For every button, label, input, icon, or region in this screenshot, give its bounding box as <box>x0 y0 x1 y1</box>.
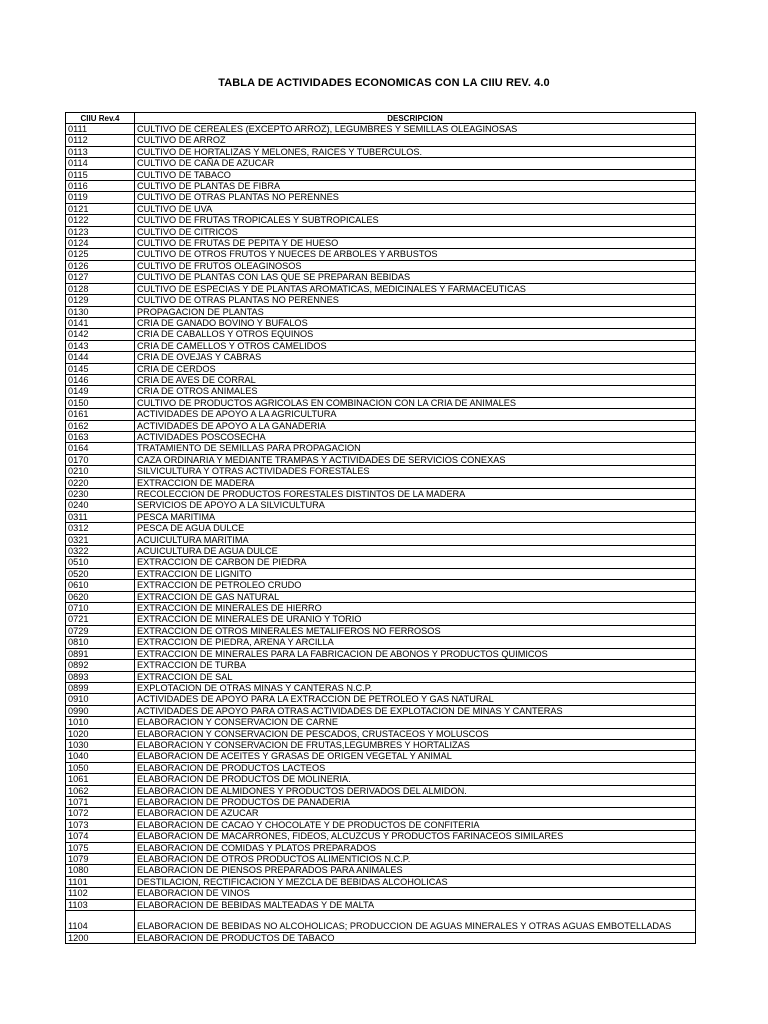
table-row <box>66 420 696 431</box>
ciiu-code-cell: 0124 <box>66 238 135 249</box>
ciiu-code-cell: 1103 <box>66 899 135 910</box>
ciiu-code-cell: 0115 <box>66 169 135 180</box>
description-cell: TRATAMIENTO DE SEMILLAS PARA PROPAGACION <box>135 443 696 454</box>
description-cell: EXTRACCION DE MINERALES PARA LA FABRICACION DE ABONOS Y PRODUCTOS QUIMICOS <box>135 648 696 659</box>
table-row <box>66 660 696 671</box>
description-cell: EXTRACCION DE PETROLEO CRUDO <box>135 580 696 591</box>
ciiu-code-cell: 1072 <box>66 808 135 819</box>
description-cell: ACTIVIDADES DE APOYO A LA GANADERIA <box>135 420 696 431</box>
table-row <box>66 637 696 648</box>
ciiu-code-cell: 0122 <box>66 215 135 226</box>
description-cell: ACTIVIDADES DE APOYO PARA LA EXTRACCION DE PETROLEO Y GAS NATURAL <box>135 694 696 705</box>
ciiu-code-cell: 0150 <box>66 397 135 408</box>
description-cell: RECOLECCION DE PRODUCTOS FORESTALES DISTINTOS DE LA MADERA <box>135 489 696 500</box>
description-cell: ELABORACION DE PRODUCTOS DE TABACO <box>135 932 696 943</box>
description-cell: DESTILACION, RECTIFICACION Y MEZCLA DE BEBIDAS ALCOHOLICAS <box>135 876 696 887</box>
description-cell: ACTIVIDADES POSCOSECHA <box>135 431 696 442</box>
description-cell: ELABORACION DE COMIDAS Y PLATOS PREPARADOS <box>135 842 696 853</box>
ciiu-code-cell: 1050 <box>66 762 135 773</box>
description-cell: ELABORACION DE BEBIDAS NO ALCOHOLICAS; PRODUCCION DE AGUAS MINERALES Y OTRAS AGUAS EMBOTELLADAS <box>135 911 696 933</box>
table-row <box>66 317 696 328</box>
table-row <box>66 272 696 283</box>
table-row <box>66 762 696 773</box>
ciiu-code-cell: 0130 <box>66 306 135 317</box>
ciiu-code-cell: 1200 <box>66 932 135 943</box>
description-cell: EXTRACCION DE CARBON DE PIEDRA <box>135 557 696 568</box>
document-title: TABLA DE ACTIVIDADES ECONOMICAS CON LA CIIU REV. 4.0 <box>218 77 550 89</box>
ciiu-code-cell: 0899 <box>66 682 135 693</box>
ciiu-code-cell: 0990 <box>66 705 135 716</box>
table-row <box>66 181 696 192</box>
column-header-description: DESCRIPCION <box>135 113 696 124</box>
ciiu-code-cell: 0910 <box>66 694 135 705</box>
ciiu-code-cell: 1062 <box>66 785 135 796</box>
ciiu-code-cell: 1061 <box>66 774 135 785</box>
ciiu-code-cell: 0125 <box>66 249 135 260</box>
description-cell: ELABORACION DE OTROS PRODUCTOS ALIMENTICIOS N.C.P. <box>135 854 696 865</box>
table-row <box>66 169 696 180</box>
table-row <box>66 648 696 659</box>
description-cell: SILVICULTURA Y OTRAS ACTIVIDADES FORESTALES <box>135 466 696 477</box>
ciiu-code-cell: 1030 <box>66 739 135 750</box>
table-row <box>66 603 696 614</box>
table-row <box>66 568 696 579</box>
description-cell: EXTRACCION DE MINERALES DE HIERRO <box>135 603 696 614</box>
ciiu-code-cell: 0141 <box>66 317 135 328</box>
ciiu-code-cell: 0143 <box>66 340 135 351</box>
table-row <box>66 523 696 534</box>
description-cell: EXTRACCION DE SAL <box>135 671 696 682</box>
ciiu-code-cell: 0144 <box>66 352 135 363</box>
description-cell: CRIA DE CABALLOS Y OTROS EQUINOS <box>135 329 696 340</box>
ciiu-code-cell: 0321 <box>66 534 135 545</box>
description-cell: CULTIVO DE HORTALIZAS Y MELONES, RAICES Y TUBERCULOS. <box>135 146 696 157</box>
table-row <box>66 363 696 374</box>
description-cell: ELABORACION DE CACAO Y CHOCOLATE Y DE PRODUCTOS DE CONFITERIA <box>135 819 696 830</box>
description-cell: ELABORACION DE ALMIDONES Y PRODUCTOS DERIVADOS DEL ALMIDON. <box>135 785 696 796</box>
ciiu-code-cell: 0121 <box>66 203 135 214</box>
description-cell: CULTIVO DE ARROZ <box>135 135 696 146</box>
ciiu-code-cell: 1071 <box>66 796 135 807</box>
ciiu-code-cell: 0119 <box>66 192 135 203</box>
ciiu-code-cell: 0127 <box>66 272 135 283</box>
description-cell: ELABORACION DE PRODUCTOS DE MOLINERIA. <box>135 774 696 785</box>
description-cell: ELABORACION DE PRODUCTOS LACTEOS <box>135 762 696 773</box>
ciiu-code-cell: 0220 <box>66 477 135 488</box>
ciiu-code-cell: 0142 <box>66 329 135 340</box>
description-cell: CRIA DE OVEJAS Y CABRAS <box>135 352 696 363</box>
description-cell: CRIA DE GANADO BOVINO Y BUFALOS <box>135 317 696 328</box>
ciiu-code-cell: 0129 <box>66 295 135 306</box>
table-row <box>66 785 696 796</box>
description-cell: EXTRACCION DE PIEDRA, ARENA Y ARCILLA <box>135 637 696 648</box>
ciiu-code-cell: 0893 <box>66 671 135 682</box>
description-cell: CULTIVO DE UVA <box>135 203 696 214</box>
description-cell: ELABORACION DE BEBIDAS MALTEADAS Y DE MALTA <box>135 899 696 910</box>
description-cell: ELABORACION Y CONSERVACION DE FRUTAS,LEGUMBRES Y HORTALIZAS <box>135 739 696 750</box>
description-cell: CRIA DE CAMELLOS Y OTROS CAMELIDOS <box>135 340 696 351</box>
ciiu-code-cell: 1020 <box>66 728 135 739</box>
table-row <box>66 443 696 454</box>
description-cell: CULTIVO DE TABACO <box>135 169 696 180</box>
ciiu-code-cell: 0520 <box>66 568 135 579</box>
ciiu-code-cell: 0128 <box>66 283 135 294</box>
description-cell: CRIA DE CERDOS <box>135 363 696 374</box>
table-row <box>66 409 696 420</box>
table-row <box>66 899 696 910</box>
table-row <box>66 158 696 169</box>
table-row <box>66 774 696 785</box>
table-row <box>66 397 696 408</box>
ciiu-code-cell: 0116 <box>66 181 135 192</box>
description-cell: CRIA DE OTROS ANIMALES <box>135 386 696 397</box>
ciiu-code-cell: 0810 <box>66 637 135 648</box>
description-cell: CULTIVO DE CAÑA DE AZUCAR <box>135 158 696 169</box>
ciiu-code-cell: 0311 <box>66 511 135 522</box>
description-cell: CULTIVO DE PLANTAS DE FIBRA <box>135 181 696 192</box>
ciiu-code-cell: 0146 <box>66 374 135 385</box>
ciiu-code-cell: 0163 <box>66 431 135 442</box>
activities-table <box>65 112 696 944</box>
description-cell: EXPLOTACION DE OTRAS MINAS Y CANTERAS N.C.P. <box>135 682 696 693</box>
description-cell: SERVICIOS DE APOYO A LA SILVICULTURA <box>135 500 696 511</box>
table-row <box>66 386 696 397</box>
table-row <box>66 831 696 842</box>
ciiu-code-cell: 0510 <box>66 557 135 568</box>
description-cell: ACTIVIDADES DE APOYO A LA AGRICULTURA <box>135 409 696 420</box>
table-row <box>66 477 696 488</box>
table-row <box>66 842 696 853</box>
ciiu-code-cell: 0126 <box>66 260 135 271</box>
ciiu-code-cell: 0620 <box>66 591 135 602</box>
description-cell: ELABORACION DE VINOS <box>135 888 696 899</box>
ciiu-code-cell: 1074 <box>66 831 135 842</box>
table-row <box>66 694 696 705</box>
description-cell: CULTIVO DE OTRAS PLANTAS NO PERENNES <box>135 295 696 306</box>
ciiu-code-cell: 1040 <box>66 751 135 762</box>
ciiu-code-cell: 0123 <box>66 226 135 237</box>
table-row <box>66 238 696 249</box>
description-cell: EXTRACCION DE OTROS MINERALES METALIFEROS NO FERROSOS <box>135 625 696 636</box>
table-row <box>66 135 696 146</box>
ciiu-code-cell: 1102 <box>66 888 135 899</box>
ciiu-code-cell: 0230 <box>66 489 135 500</box>
table-row <box>66 876 696 887</box>
description-cell: CULTIVO DE PRODUCTOS AGRICOLAS EN COMBINACION CON LA CRIA DE ANIMALES <box>135 397 696 408</box>
table-row <box>66 260 696 271</box>
table-row <box>66 431 696 442</box>
description-cell: ACUICULTURA MARITIMA <box>135 534 696 545</box>
table-row <box>66 865 696 876</box>
table-row <box>66 717 696 728</box>
ciiu-code-cell: 0114 <box>66 158 135 169</box>
ciiu-code-cell: 0145 <box>66 363 135 374</box>
table-body <box>66 124 696 944</box>
table-row <box>66 352 696 363</box>
description-cell: ELABORACION Y CONSERVACION DE PESCADOS, CRUSTACEOS Y MOLUSCOS <box>135 728 696 739</box>
table-row <box>66 466 696 477</box>
ciiu-code-cell: 0610 <box>66 580 135 591</box>
ciiu-code-cell: 0891 <box>66 648 135 659</box>
ciiu-code-cell: 0312 <box>66 523 135 534</box>
description-cell: ACTIVIDADES DE APOYO PARA OTRAS ACTIVIDADES DE EXPLOTACION DE MINAS Y CANTERAS <box>135 705 696 716</box>
description-cell: CULTIVO DE FRUTOS OLEAGINOSOS <box>135 260 696 271</box>
table-row <box>66 374 696 385</box>
table-row <box>66 854 696 865</box>
table-row <box>66 500 696 511</box>
table-row <box>66 546 696 557</box>
description-cell: PESCA MARITIMA <box>135 511 696 522</box>
ciiu-code-cell: 0721 <box>66 614 135 625</box>
description-cell: EXTRACCION DE GAS NATURAL <box>135 591 696 602</box>
table-row <box>66 215 696 226</box>
table-row <box>66 911 696 933</box>
ciiu-code-cell: 0113 <box>66 146 135 157</box>
ciiu-code-cell: 0112 <box>66 135 135 146</box>
table-row <box>66 796 696 807</box>
table-row <box>66 625 696 636</box>
table-row <box>66 489 696 500</box>
table-row <box>66 124 696 135</box>
table-row <box>66 226 696 237</box>
description-cell: ELABORACION DE PRODUCTOS DE PANADERIA <box>135 796 696 807</box>
ciiu-code-cell: 0892 <box>66 660 135 671</box>
table-row <box>66 511 696 522</box>
table-row <box>66 591 696 602</box>
description-cell: ACUICULTURA DE AGUA DULCE <box>135 546 696 557</box>
table-row <box>66 580 696 591</box>
description-cell: CULTIVO DE OTROS FRUTOS Y NUECES DE ARBOLES Y ARBUSTOS <box>135 249 696 260</box>
table-row <box>66 819 696 830</box>
table-row <box>66 340 696 351</box>
table-row <box>66 534 696 545</box>
ciiu-code-cell: 0240 <box>66 500 135 511</box>
description-cell: ELABORACION DE PIENSOS PREPARADOS PARA ANIMALES <box>135 865 696 876</box>
description-cell: EXTRACCION DE MINERALES DE URANIO Y TORIO <box>135 614 696 625</box>
table-row <box>66 932 696 943</box>
description-cell: ELABORACION Y CONSERVACION DE CARNE <box>135 717 696 728</box>
description-cell: ELABORACION DE ACEITES Y GRASAS DE ORIGEN VEGETAL Y ANIMAL <box>135 751 696 762</box>
table-row <box>66 203 696 214</box>
ciiu-code-cell: 0729 <box>66 625 135 636</box>
table-row <box>66 283 696 294</box>
table-row <box>66 557 696 568</box>
description-cell: CULTIVO DE CITRICOS <box>135 226 696 237</box>
table-row <box>66 751 696 762</box>
description-cell: ELABORACION DE AZUCAR <box>135 808 696 819</box>
ciiu-code-cell: 1010 <box>66 717 135 728</box>
ciiu-code-cell: 1104 <box>66 911 135 933</box>
table-row <box>66 728 696 739</box>
table-header-row <box>66 113 696 124</box>
table-row <box>66 614 696 625</box>
description-cell: EXTRACCION DE TURBA <box>135 660 696 671</box>
ciiu-code-cell: 1080 <box>66 865 135 876</box>
ciiu-code-cell: 0149 <box>66 386 135 397</box>
description-cell: PESCA DE AGUA DULCE <box>135 523 696 534</box>
table-row <box>66 888 696 899</box>
ciiu-code-cell: 0170 <box>66 454 135 465</box>
table-row <box>66 454 696 465</box>
table-row <box>66 295 696 306</box>
ciiu-code-cell: 0162 <box>66 420 135 431</box>
description-cell: ELABORACION DE MACARRONES, FIDEOS, ALCUZCUS Y PRODUCTOS FARINACEOS SIMILARES <box>135 831 696 842</box>
table-row <box>66 739 696 750</box>
description-cell: CULTIVO DE FRUTAS DE PEPITA Y DE HUESO <box>135 238 696 249</box>
table-row <box>66 249 696 260</box>
description-cell: CULTIVO DE CEREALES (EXCEPTO ARROZ), LEGUMBRES Y SEMILLAS OLEAGINOSAS <box>135 124 696 135</box>
description-cell: EXTRACCION DE LIGNITO <box>135 568 696 579</box>
description-cell: CULTIVO DE ESPECIAS Y DE PLANTAS AROMATICAS, MEDICINALES Y FARMACEUTICAS <box>135 283 696 294</box>
ciiu-code-cell: 0710 <box>66 603 135 614</box>
column-header-code: CIIU Rev.4 <box>66 113 135 124</box>
description-cell: EXTRACCION DE MADERA <box>135 477 696 488</box>
ciiu-code-cell: 1079 <box>66 854 135 865</box>
table-row <box>66 808 696 819</box>
description-cell: CULTIVO DE PLANTAS CON LAS QUE SE PREPARAN BEBIDAS <box>135 272 696 283</box>
ciiu-code-cell: 0164 <box>66 443 135 454</box>
ciiu-code-cell: 0161 <box>66 409 135 420</box>
table-row <box>66 306 696 317</box>
ciiu-code-cell: 0210 <box>66 466 135 477</box>
description-cell: CULTIVO DE OTRAS PLANTAS NO PERENNES <box>135 192 696 203</box>
table-row <box>66 146 696 157</box>
description-cell: PROPAGACION DE PLANTAS <box>135 306 696 317</box>
table-row <box>66 682 696 693</box>
description-cell: CRIA DE AVES DE CORRAL <box>135 374 696 385</box>
ciiu-code-cell: 1073 <box>66 819 135 830</box>
table-row <box>66 192 696 203</box>
table-row <box>66 671 696 682</box>
table-row <box>66 705 696 716</box>
description-cell: CAZA ORDINARIA Y MEDIANTE TRAMPAS Y ACTIVIDADES DE SERVICIOS CONEXAS <box>135 454 696 465</box>
ciiu-code-cell: 0111 <box>66 124 135 135</box>
ciiu-code-cell: 1075 <box>66 842 135 853</box>
description-cell: CULTIVO DE FRUTAS TROPICALES Y SUBTROPICALES <box>135 215 696 226</box>
ciiu-code-cell: 0322 <box>66 546 135 557</box>
ciiu-code-cell: 1101 <box>66 876 135 887</box>
table-row <box>66 329 696 340</box>
